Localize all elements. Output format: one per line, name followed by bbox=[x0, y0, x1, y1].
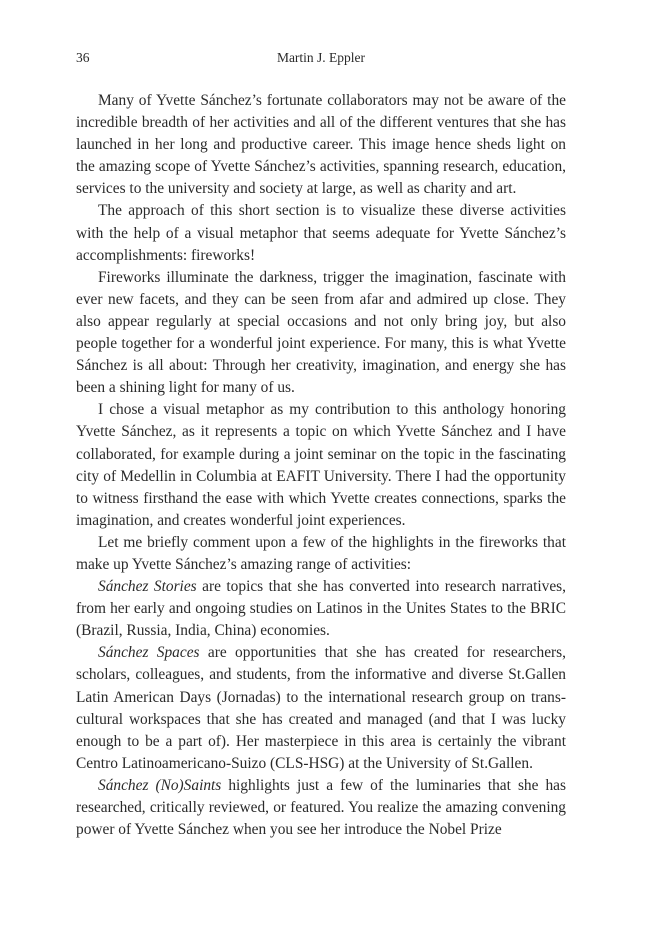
running-head: Martin J. Eppler bbox=[276, 50, 366, 65]
paragraph bbox=[76, 90, 566, 200]
paragraph-text: The approach of this short section is to visualize these diverse activities with the help of a visual metaphor that seems adequate for Yvette Sánchez’s accomplishments: fireworks! bbox=[76, 202, 566, 264]
page-header bbox=[76, 50, 566, 70]
body-text bbox=[76, 90, 566, 841]
italic-lead: Sánchez Stories bbox=[98, 578, 197, 596]
italic-lead: Sánchez Spaces bbox=[98, 644, 200, 662]
page-number: 36 bbox=[76, 50, 90, 65]
paragraph-text: I chose a visual metaphor as my contribution to this anthology honoring Yvette Sánchez, as it represents a topic on which Yvette Sánchez and I have collaborated, for example during a joint seminar on the topic in the fascinating city of Medellin in Columbia at EAFIT University. There I had the opportunity to witness firsthand the ease with which Yvette creates connections, sparks the imagination, and creates wonderful joint experiences. bbox=[76, 401, 566, 529]
paragraph-text: Let me briefly comment upon a few of the highlights in the fireworks that make up Yvette Sánchez’s amazing range of activities: bbox=[76, 533, 566, 573]
paragraph-text: Many of Yvette Sánchez’s fortunate collaborators may not be aware of the incredible breadth of her activities and all of the different ventures that she has launched in her long and productive career. This image hence sheds light on the amazing scope of Yvette Sánchez’s activities, spanning research, education, services to the university and society at large, as well as charity and art. bbox=[76, 92, 566, 198]
paragraph bbox=[76, 532, 566, 576]
paragraph bbox=[76, 775, 566, 841]
paragraph bbox=[76, 576, 566, 642]
paragraph-text: are topics that she has converted into research narratives, from her early and ongoing studies on Latinos in the Unites States to the BRIC (Brazil, Russia, India, China) economies. bbox=[76, 578, 566, 640]
paragraph bbox=[76, 267, 566, 400]
paragraph bbox=[76, 200, 566, 266]
paragraph-text: highlights just a few of the luminaries that she has researched, critically reviewed, or featured. You realize the amazing convening power of Yvette Sánchez when you see her introduce the Nobel Prize bbox=[76, 776, 567, 839]
paragraph-text: are opportunities that she has created for researchers, scholars, colleagues, and students, from the informative and diverse St.Gallen Latin American Days (Jornadas) to the international research group on transcultural workspaces that she has created and managed (and that I was lucky enough to be a part of). Her masterpiece in this area is certainly the vibrant Centro Latinoamericano-Suizo (CLS-HSG) at the University of St.Gallen. bbox=[76, 644, 566, 772]
paragraph-text: Fireworks illuminate the darkness, trigger the imagination, fascinate with ever new facets, and they can be seen from afar and admired up close. They also appear regularly at special occasions and not only bring joy, but also people together for a wonderful joint experience. For many, this is what Yvette Sánchez is all about: Through her creativity, imagination, and energy she has been a shining light for many of us. bbox=[76, 268, 566, 397]
paragraph bbox=[76, 399, 566, 532]
paragraph bbox=[76, 642, 566, 775]
italic-lead: Sánchez (No)Saints bbox=[98, 776, 222, 794]
